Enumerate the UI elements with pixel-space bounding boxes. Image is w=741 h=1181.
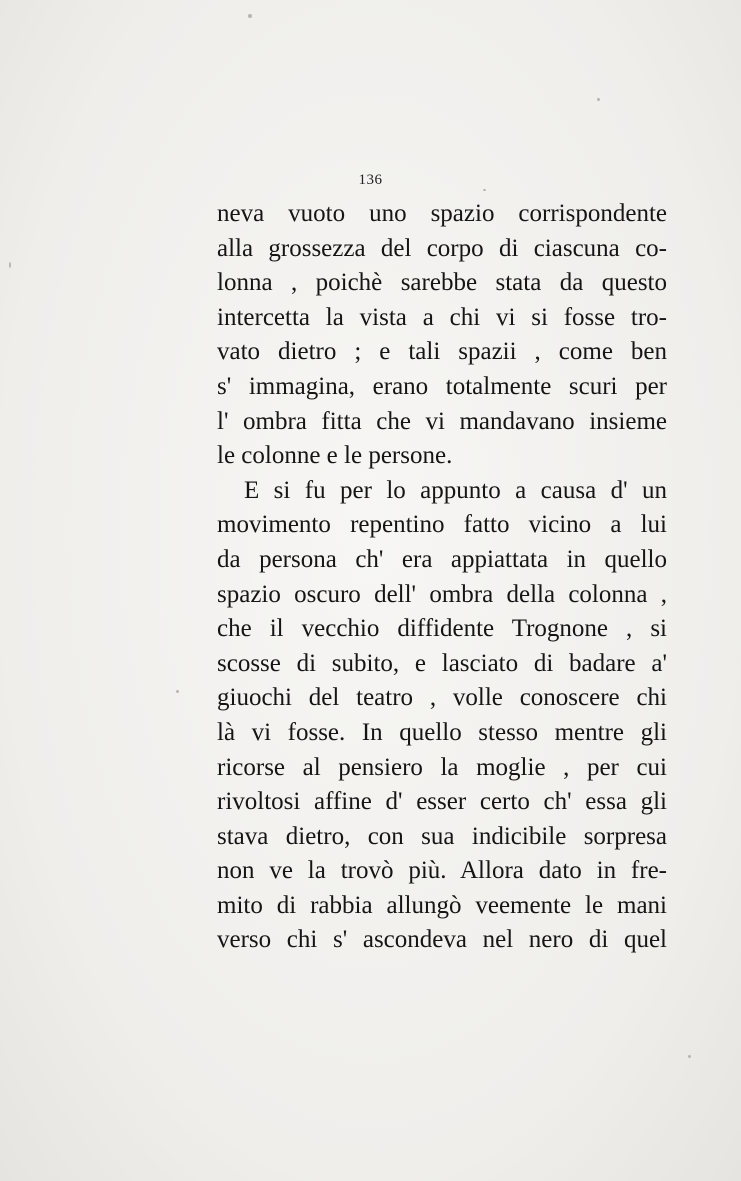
- paragraph-start-line: E si fu per lo appunto a causa d' un: [244, 476, 667, 504]
- text-line: verso chi s' ascondeva nel nero di quel: [217, 926, 667, 954]
- text-line: spazio oscuro dell' ombra della colonna ,: [217, 580, 667, 608]
- paper-speck: [248, 14, 252, 18]
- text-line: da persona ch' era appiattata in quello: [217, 545, 667, 573]
- text-line: alla grossezza del corpo di ciascuna co-: [217, 234, 667, 262]
- text-line: lonna , poichè sarebbe stata da questo: [217, 269, 667, 297]
- text-line: movimento repentino fatto vicino a lui: [217, 511, 667, 539]
- paper-speck: [597, 98, 600, 101]
- paragraph-end-line: le colonne e le persone.: [217, 442, 453, 470]
- paper-speck: [176, 690, 179, 693]
- text-line: scosse di subito, e lasciato di badare a': [217, 649, 667, 677]
- text-line: l' ombra fitta che vi mandavano insieme: [217, 407, 667, 435]
- text-line: là vi fosse. In quello stesso mentre gli: [217, 718, 667, 746]
- text-line: giuochi del teatro , volle conoscere chi: [217, 684, 667, 712]
- page-number: 136: [358, 172, 383, 188]
- body-text: [217, 197, 667, 958]
- text-line: stava dietro, con sua indicibile sorpresa: [217, 822, 667, 850]
- paper-speck: [9, 262, 11, 268]
- text-line: ricorse al pensiero la moglie , per cui: [217, 753, 667, 781]
- text-line: mito di rabbia allungò veemente le mani: [217, 891, 667, 919]
- text-line: rivoltosi affine d' esser certo ch' essa gli: [217, 788, 667, 816]
- text-line: che il vecchio diffidente Trognone , si: [217, 615, 667, 643]
- paper-speck: [688, 1055, 691, 1058]
- text-line: non ve la trovò più. Allora dato in fre-: [217, 857, 667, 885]
- text-line: neva vuoto uno spazio corrispondente: [217, 200, 667, 227]
- text-line: intercetta la vista a chi vi si fosse tro-: [217, 303, 667, 331]
- text-line: s' immagina, erano totalmente scuri per: [217, 372, 667, 400]
- paper-speck: [483, 189, 486, 191]
- text-line: vato dietro ; e tali spazii , come ben: [217, 338, 667, 366]
